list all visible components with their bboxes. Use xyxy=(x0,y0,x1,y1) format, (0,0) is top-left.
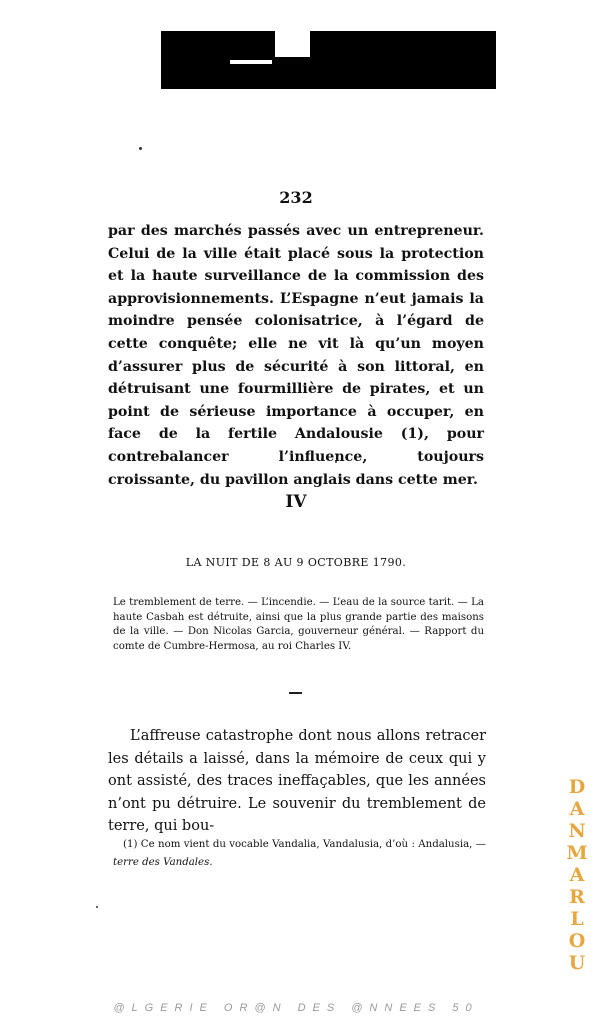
section-number: IV xyxy=(285,492,307,512)
chapter-title: LA NUIT DE 8 AU 9 OCTOBRE 1790. xyxy=(185,556,407,569)
ink-speck xyxy=(139,147,142,150)
side-watermark-text: D A N M A R L O U xyxy=(566,776,588,974)
page-number: 232 xyxy=(279,188,313,207)
side-watermark xyxy=(562,776,592,974)
footnote-italic: terre des Vandales. xyxy=(113,857,213,868)
paragraph-1: par des marchés passés avec un entrepreneur. Celui de la ville était placé sous la protection et la haute surveillance de la commission des approvisionnements. L’Espagne n’eut jamais la moindre pensée colonisatrice, à l’égard de cette conquête; elle ne vit là qu’un moyen d’assurer plus de sécurité à son littoral, en détruisant une fourmillière de pirates, et un point de sérieuse importance à occuper, en face de la fertile Andalousie (1), pour contrebalancer l’influence, toujours croissante, du pavillon anglais dans cette mer. xyxy=(108,223,484,488)
footnote xyxy=(113,836,486,872)
footnote-text: (1) Ce nom vient du vocable Vandalia, Vandalusia, d’où : Andalusia, — xyxy=(123,839,486,850)
separator-dash xyxy=(289,692,302,694)
paragraph-2: L’affreuse catastrophe dont nous allons retracer les détails a laissé, dans la mémoire de ceux qui y ont assisté, des traces ineffaçables, que les années n’ont pu détruire. Le souvenir du tremblement de terre, qui bou- xyxy=(108,728,486,835)
redaction-notch xyxy=(230,60,272,64)
redaction-block xyxy=(161,31,496,89)
bottom-watermark: @LGERIE OR@N DES @NNEES 50 xyxy=(113,1002,479,1014)
chapter-summary: Le tremblement de terre. — L’incendie. — L’eau de la source tarit. — La haute Casbah est détruite, ainsi que la plus grande partie des maisons de la ville. — Don Nicolas Garcia, gouverneur général. — Rapport du comte de Cumbre-Hermosa, au roi Charles IV. xyxy=(113,597,484,653)
redaction-notch xyxy=(275,31,310,57)
ink-speck xyxy=(96,906,98,908)
